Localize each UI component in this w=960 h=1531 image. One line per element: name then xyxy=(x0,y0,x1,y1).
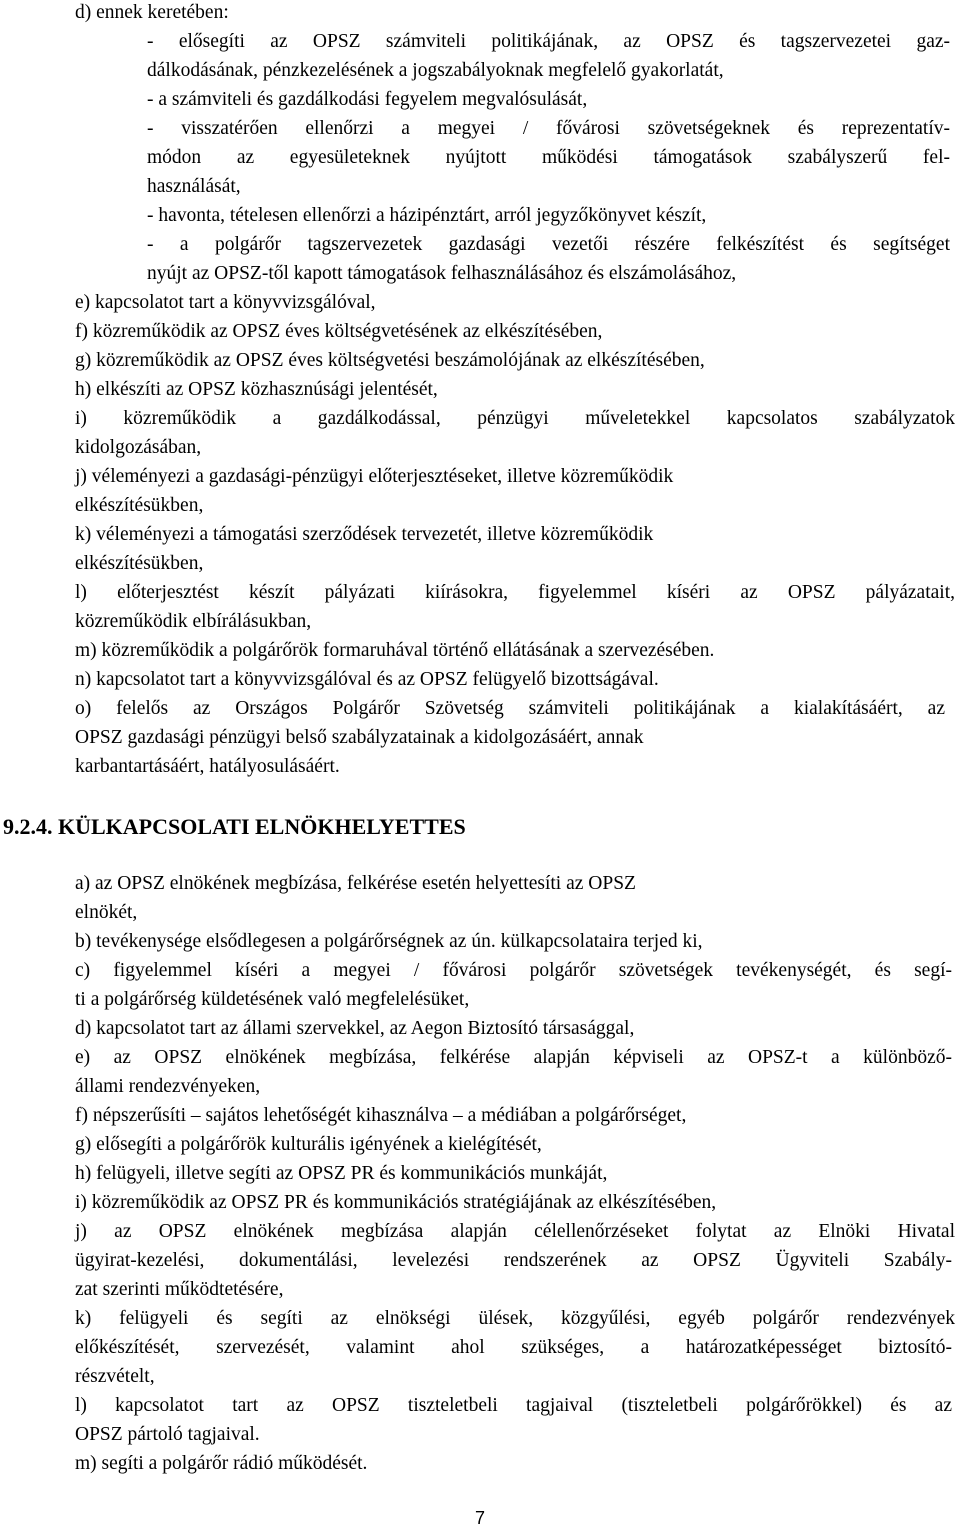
list-item: i) közreműködik a gazdálkodással, pénzügyi műveletekkel kapcsolatos szabályzatok xyxy=(75,408,955,429)
section-d-line: nyújt az OPSZ-től kapott támogatások felhasználásához és elszámolásához, xyxy=(147,263,737,284)
list-item: l) előterjesztést készít pályázati kiírásokra, figyelemmel kíséri az OPSZ pályázatait, xyxy=(75,582,955,603)
list-item: ti a polgárőrség küldetésének való megfelelésüket, xyxy=(75,989,470,1010)
list-item: f) népszerűsíti – sajátos lehetőségét kihasználva – a médiában a polgárőrséget, xyxy=(75,1105,687,1126)
list-item: e) az OPSZ elnökének megbízása, felkérése alapján képviseli az OPSZ-t a különböző- xyxy=(75,1047,952,1068)
list-item: ügyirat-kezelési, dokumentálási, levelezési rendszerének az OPSZ Ügyviteli Szabály- xyxy=(75,1250,952,1271)
list-item: OPSZ pártoló tagjaival. xyxy=(75,1424,260,1445)
list-item: előkészítését, szervezését, valamint ahol szükséges, a határozatképességet biztosító- xyxy=(75,1337,952,1358)
list-item: közreműködik elbírálásukban, xyxy=(75,611,312,632)
section-d-line: használását, xyxy=(147,176,241,197)
list-item: k) véleményezi a támogatási szerződések tervezetét, illetve közreműködik xyxy=(75,524,654,545)
list-item: b) tevékenysége elsődlegesen a polgárőrségnek az ún. külkapcsolataira terjed ki, xyxy=(75,931,703,952)
list-item: d) kapcsolatot tart az állami szervekkel, az Aegon Biztosító társasággal, xyxy=(75,1018,635,1039)
list-item: h) felügyeli, illetve segíti az OPSZ PR és kommunikációs munkáját, xyxy=(75,1163,608,1184)
section-d-line: - elősegíti az OPSZ számviteli politikájának, az OPSZ és tagszervezetei gaz- xyxy=(147,31,950,52)
list-item: k) felügyeli és segíti az elnökségi ülések, közgyűlési, egyéb polgárőr rendezvények xyxy=(75,1308,955,1329)
list-item: l) kapcsolatot tart az OPSZ tiszteletbeli tagjaival (tiszteletbeli polgárőrökkel) és az xyxy=(75,1395,952,1416)
list-item: j) véleményezi a gazdasági-pénzügyi előterjesztéseket, illetve közreműködik xyxy=(75,466,674,487)
list-item: a) az OPSZ elnökének megbízása, felkérése esetén helyettesíti az OPSZ xyxy=(75,873,636,894)
section-d-line: dálkodásának, pénzkezelésének a jogszabályoknak megfelelő gyakorlatát, xyxy=(147,60,724,81)
list-item: j) az OPSZ elnökének megbízása alapján célellenőrzéseket folytat az Elnöki Hivatal xyxy=(75,1221,955,1242)
list-item: i) közreműködik az OPSZ PR és kommunikációs stratégiájának az elkészítésében, xyxy=(75,1192,717,1213)
section-d-intro: d) ennek keretében: xyxy=(75,2,229,23)
section-heading: 9.2.4. KÜLKAPCSOLATI ELNÖKHELYETTES xyxy=(3,814,466,839)
list-item: elkészítésükben, xyxy=(75,553,204,574)
list-item: m) közreműködik a polgárőrök formaruhával történő ellátásának a szervezésében. xyxy=(75,640,715,661)
list-item: részvételt, xyxy=(75,1366,155,1387)
section-d-line: - a számviteli és gazdálkodási fegyelem megvalósulását, xyxy=(147,89,588,110)
list-item: elnökét, xyxy=(75,902,138,923)
list-item: OPSZ gazdasági pénzügyi belső szabályzatainak a kidolgozásáért, annak xyxy=(75,727,644,748)
list-item: m) segíti a polgárőr rádió működését. xyxy=(75,1453,368,1474)
list-item: f) közreműködik az OPSZ éves költségvetésének az elkészítésében, xyxy=(75,321,603,342)
list-item: g) elősegíti a polgárőrök kulturális igényének a kielégítését, xyxy=(75,1134,542,1155)
section-d-line: - a polgárőr tagszervezetek gazdasági vezetői részére felkészítést és segítséget xyxy=(147,234,950,255)
list-item: kidolgozásában, xyxy=(75,437,202,458)
list-item: elkészítésükben, xyxy=(75,495,204,516)
list-item: g) közreműködik az OPSZ éves költségvetési beszámolójának az elkészítésében, xyxy=(75,350,705,371)
list-item: e) kapcsolatot tart a könyvvizsgálóval, xyxy=(75,292,376,313)
page-number: 7 xyxy=(474,1508,485,1528)
list-item: c) figyelemmel kíséri a megyei / fővárosi polgárőr szövetségek tevékenységét, és segí- xyxy=(75,960,952,981)
list-item: karbantartásáért, hatályosulásáért. xyxy=(75,756,340,777)
section-d-line: - visszatérően ellenőrzi a megyei / fővárosi szövetségeknek és reprezentatív- xyxy=(147,118,950,139)
list-item: állami rendezvényeken, xyxy=(75,1076,261,1097)
section-d-line: módon az egyesületeknek nyújtott működési támogatások szabályszerű fel- xyxy=(147,147,950,168)
list-item: zat szerinti működtetésére, xyxy=(75,1279,284,1300)
list-item: h) elkészíti az OPSZ közhasznúsági jelentését, xyxy=(75,379,438,400)
list-item: n) kapcsolatot tart a könyvvizsgálóval és az OPSZ felügyelő bizottságával. xyxy=(75,669,659,690)
list-item: o) felelős az Országos Polgárőr Szövetség számviteli politikájának a kialakításáért, az xyxy=(75,698,945,719)
section-d-line: - havonta, tételesen ellenőrzi a házipénztárt, arról jegyzőkönyvet készít, xyxy=(147,205,707,226)
